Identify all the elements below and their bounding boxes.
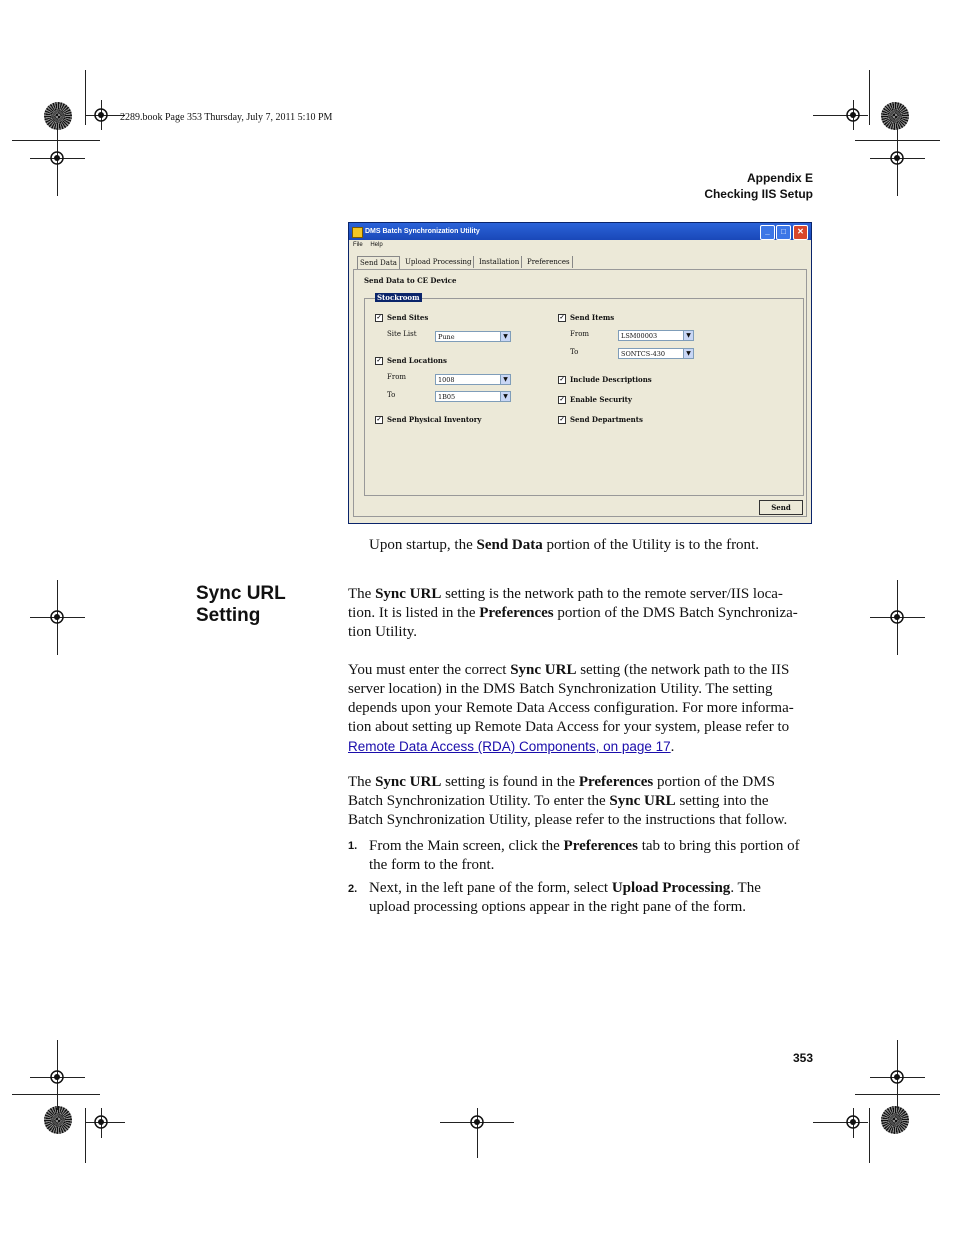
registration-star-icon bbox=[44, 1106, 72, 1134]
chevron-down-icon: ▼ bbox=[683, 349, 693, 358]
group-label: Stockroom bbox=[377, 293, 420, 302]
item-to-label: To bbox=[570, 348, 579, 356]
registration-target-icon bbox=[843, 1112, 863, 1132]
caption-text: Upon startup, the bbox=[369, 537, 477, 553]
heading-line-1: Sync URL bbox=[196, 583, 286, 604]
rda-components-link[interactable]: Remote Data Access (RDA) Components, on page 17 bbox=[348, 739, 671, 754]
send-physical-inventory-label: Send Physical Inventory bbox=[387, 415, 482, 424]
section-heading bbox=[196, 583, 286, 627]
figure-caption bbox=[369, 537, 759, 554]
paragraph-1: The Sync URL setting is the network path to the remote server/IIS loca- tion. It is listed in the Preferences portion of the DMS Batch Synchroniza- tion Utility. bbox=[348, 586, 798, 640]
chevron-down-icon: ▼ bbox=[500, 392, 510, 401]
send-locations-label: Send Locations bbox=[387, 356, 447, 365]
send-data-panel bbox=[353, 269, 807, 517]
minimize-icon[interactable]: _ bbox=[760, 225, 775, 240]
site-list-value: Pune bbox=[438, 333, 455, 341]
dms-utility-window bbox=[348, 222, 812, 524]
menu-bar bbox=[349, 240, 811, 250]
send-departments-label: Send Departments bbox=[570, 415, 643, 424]
send-physical-inventory-checkbox[interactable] bbox=[375, 415, 481, 424]
item-from-select[interactable] bbox=[618, 330, 694, 341]
registration-target-icon bbox=[887, 1067, 907, 1087]
tab-preferences[interactable]: Preferences bbox=[525, 256, 573, 268]
checkbox-check-icon: ✓ bbox=[376, 314, 382, 321]
menu-file[interactable]: File bbox=[353, 242, 363, 248]
enable-security-label: Enable Security bbox=[570, 395, 632, 404]
site-list-label: Site List bbox=[387, 330, 417, 338]
app-icon bbox=[352, 227, 363, 238]
tab-installation[interactable]: Installation bbox=[477, 256, 522, 268]
chevron-down-icon: ▼ bbox=[500, 375, 510, 384]
running-header-section: Checking IIS Setup bbox=[704, 187, 813, 201]
page-number: 353 bbox=[792, 1051, 813, 1065]
registration-target-icon bbox=[91, 1112, 111, 1132]
item-from-value: LSM00003 bbox=[621, 332, 658, 340]
registration-target-icon bbox=[887, 607, 907, 627]
paragraph-2: You must enter the correct Sync URL setting (the network path to the IIS server location) in the DMS Batch Synchronization Utility. The setting depends upon your Remote Data Access configuration. For more informa- tion about setting up Remote Data Access for your system, please refer to Remote Data Access (RDA) Components, on page 17. bbox=[348, 662, 794, 755]
send-button[interactable]: Send bbox=[759, 500, 803, 515]
heading-line-2: Setting bbox=[196, 605, 261, 626]
send-items-label: Send Items bbox=[570, 313, 615, 322]
maximize-icon[interactable]: □ bbox=[776, 225, 791, 240]
caption-bold: Send Data bbox=[476, 537, 543, 553]
print-slug: 2289.book Page 353 Thursday, July 7, 2011 5:10 PM bbox=[120, 112, 333, 123]
window-titlebar bbox=[349, 223, 811, 240]
paragraph-3: The Sync URL setting is found in the Preferences portion of the DMS Batch Synchronization Utility. To enter the Sync URL setting into the Batch Synchronization Utility, please refer to the instructions that follow. bbox=[348, 774, 788, 828]
send-locations-checkbox[interactable] bbox=[375, 356, 447, 365]
checkbox-check-icon: ✓ bbox=[559, 416, 565, 423]
checkbox-check-icon: ✓ bbox=[376, 416, 382, 423]
site-list-select[interactable] bbox=[435, 331, 511, 342]
registration-target-icon bbox=[47, 607, 67, 627]
include-descriptions-label: Include Descriptions bbox=[570, 375, 652, 384]
registration-target-icon bbox=[843, 105, 863, 125]
running-header-chapter: Appendix E bbox=[746, 171, 813, 185]
send-sites-checkbox[interactable] bbox=[375, 313, 428, 322]
menu-help[interactable]: Help bbox=[370, 242, 383, 248]
checkbox-check-icon: ✓ bbox=[559, 376, 565, 383]
item-from-label: From bbox=[570, 330, 590, 338]
stockroom-group bbox=[364, 293, 804, 496]
close-icon[interactable]: ✕ bbox=[793, 225, 808, 240]
step-2: Next, in the left pane of the form, select Upload Processing. The upload processing options appear in the right pane of the form. bbox=[369, 880, 761, 915]
loc-from-select[interactable] bbox=[435, 374, 511, 385]
tab-send-data[interactable]: Send Data bbox=[357, 256, 400, 270]
checkbox-check-icon: ✓ bbox=[559, 314, 565, 321]
section-title: Send Data to CE Device bbox=[364, 276, 457, 285]
registration-target-icon bbox=[887, 148, 907, 168]
registration-star-icon bbox=[881, 102, 909, 130]
chevron-down-icon: ▼ bbox=[500, 332, 510, 341]
checkbox-check-icon: ✓ bbox=[376, 357, 382, 364]
enable-security-checkbox[interactable] bbox=[558, 395, 632, 404]
window-title: DMS Batch Synchronization Utility bbox=[365, 228, 480, 235]
item-to-value: SONTCS-430 bbox=[621, 350, 666, 358]
chevron-down-icon: ▼ bbox=[683, 331, 693, 340]
registration-star-icon bbox=[44, 102, 72, 130]
loc-to-value: 1B05 bbox=[438, 393, 456, 401]
step-1-number: 1. bbox=[348, 840, 358, 852]
registration-target-icon bbox=[47, 148, 67, 168]
tab-upload-processing[interactable]: Upload Processing bbox=[403, 256, 474, 268]
loc-from-value: 1008 bbox=[438, 376, 455, 384]
loc-to-select[interactable] bbox=[435, 391, 511, 402]
send-departments-checkbox[interactable] bbox=[558, 415, 643, 424]
caption-text-end: portion of the Utility is to the front. bbox=[542, 537, 759, 553]
step-1: From the Main screen, click the Preferences tab to bring this portion of the form to the front. bbox=[369, 838, 800, 873]
item-to-select[interactable] bbox=[618, 348, 694, 359]
send-items-checkbox[interactable] bbox=[558, 313, 614, 322]
step-2-number: 2. bbox=[348, 883, 358, 895]
loc-from-label: From bbox=[387, 373, 407, 381]
checkbox-check-icon: ✓ bbox=[559, 396, 565, 403]
registration-target-icon bbox=[467, 1112, 487, 1132]
registration-target-icon bbox=[47, 1067, 67, 1087]
include-descriptions-checkbox[interactable] bbox=[558, 375, 652, 384]
registration-star-icon bbox=[881, 1106, 909, 1134]
send-sites-label: Send Sites bbox=[387, 313, 429, 322]
loc-to-label: To bbox=[387, 391, 396, 399]
registration-target-icon bbox=[91, 105, 111, 125]
